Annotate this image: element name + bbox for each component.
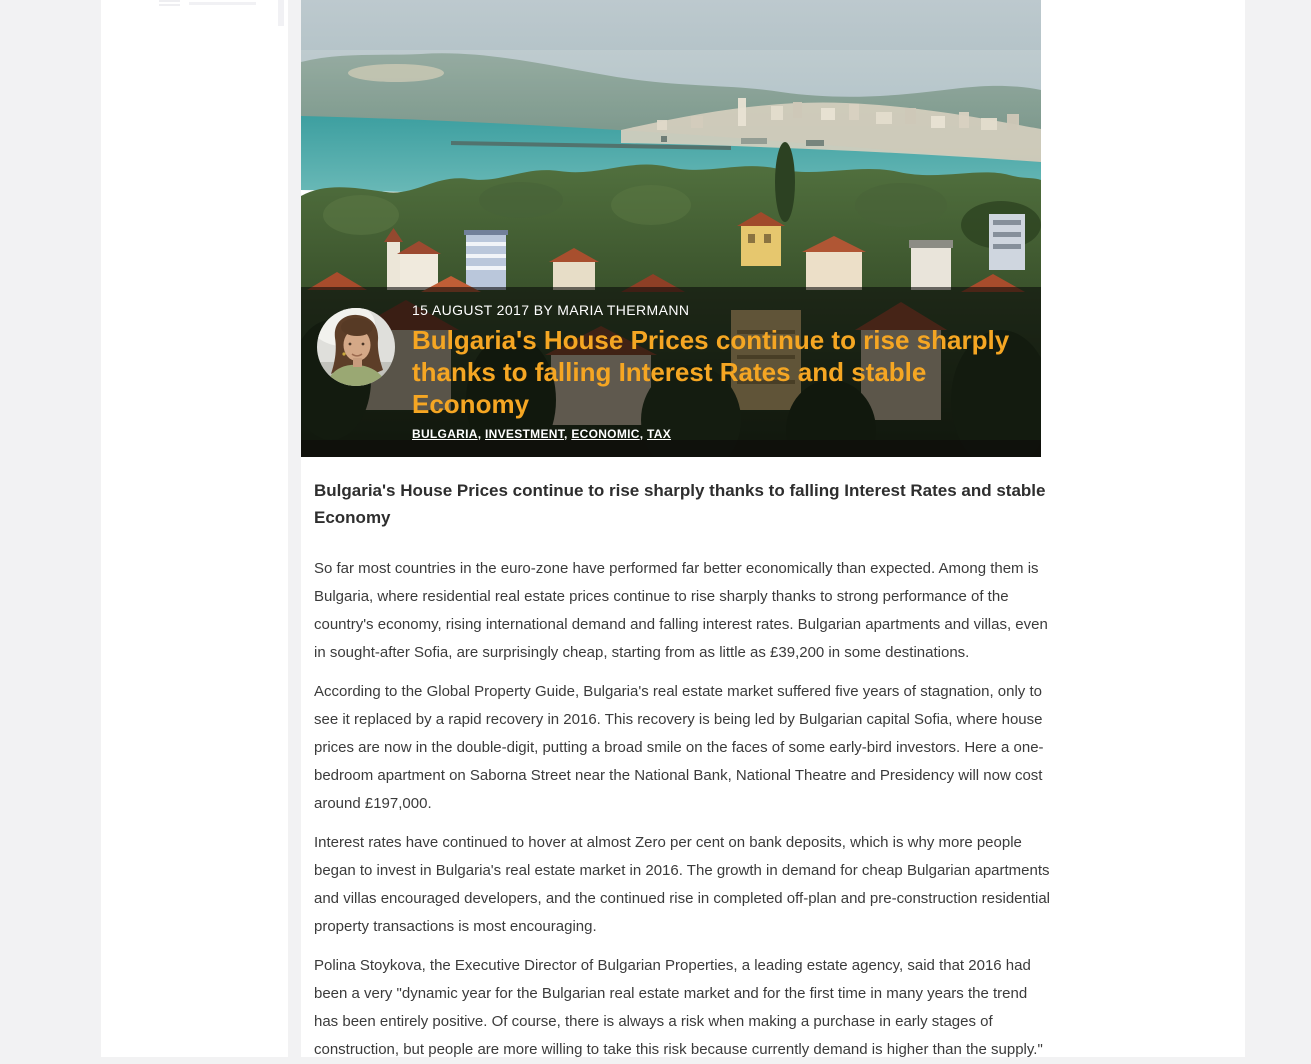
author-avatar [317,308,395,386]
cutoff-artifact [159,4,180,6]
article-paragraph: So far most countries in the euro-zone have performed far better economically than expected. Among them is Bulgaria, where residential real estate prices continue to rise sharply thanks to strong performance of the country's economy, rising international demand and falling interest rates. Bulgarian apartments and villas, even in sought-after Sofia, are surprisingly cheap, starting from as little as £39,200 in some destinations. [314,560,1048,661]
tag-separator: , [639,427,647,441]
article-paragraph: According to the Global Property Guide, Bulgaria's real estate market suffered five years of stagnation, only to see it replaced by a rapid recovery in 2016. This recovery is being led by Bulgarian capital Sofia, where house prices are now in the double-digit, putting a broad smile on the faces of some early-bird investors. Here a one-bedroom apartment on Saborna Street near the National Bank, National Theatre and Presidency will now cost around £197,000. [314,683,1044,812]
tag-separator: , [564,427,572,441]
article-body [301,457,1055,1064]
cutoff-artifact [159,0,180,2]
byline: 15 AUGUST 2017 BY MARIA THERMANN [412,302,690,318]
article-title-overlay: Bulgaria's House Prices continue to rise sharply thanks to falling Interest Rates and stable Economy [412,325,1010,419]
main-card [301,0,1245,1057]
article-paragraph: Polina Stoykova, the Executive Director of Bulgarian Properties, a leading estate agency, said that 2016 had been a very "dynamic year for the Bulgarian real estate market and for the first time in many years the trend has been entirely positive. Of course, there is always a risk when making a purchase in early stages of construction, but people are more willing to take this risk because currently demand is higher than the supply." [314,957,1043,1058]
hero-text-block [412,302,1036,442]
sidebar-card [101,0,288,1057]
tag-link-economic[interactable]: ECONOMIC [571,427,640,441]
tag-link-bulgaria[interactable]: BULGARIA [412,427,478,441]
tag-list [412,427,1036,442]
tag-separator: , [477,427,486,441]
author-photo [317,308,395,386]
tag-link-tax[interactable]: TAX [647,427,672,441]
cutoff-artifact [278,0,284,26]
article-heading: Bulgaria's House Prices continue to rise sharply thanks to falling Interest Rates and stable Economy [314,481,1046,527]
tag-link-investment[interactable]: INVESTMENT [485,427,565,441]
article-paragraph: Interest rates have continued to hover at almost Zero per cent on bank deposits, which is why more people began to invest in Bulgaria's real estate market in 2016. The growth in demand for cheap Bulgarian apartments and villas encouraged developers, and the continued rise in completed off-plan and pre-construction residential property transactions is most encouraging. [314,834,1051,935]
hero-overlay [301,287,1041,457]
hero-image [301,0,1041,457]
cutoff-artifact [189,2,256,5]
